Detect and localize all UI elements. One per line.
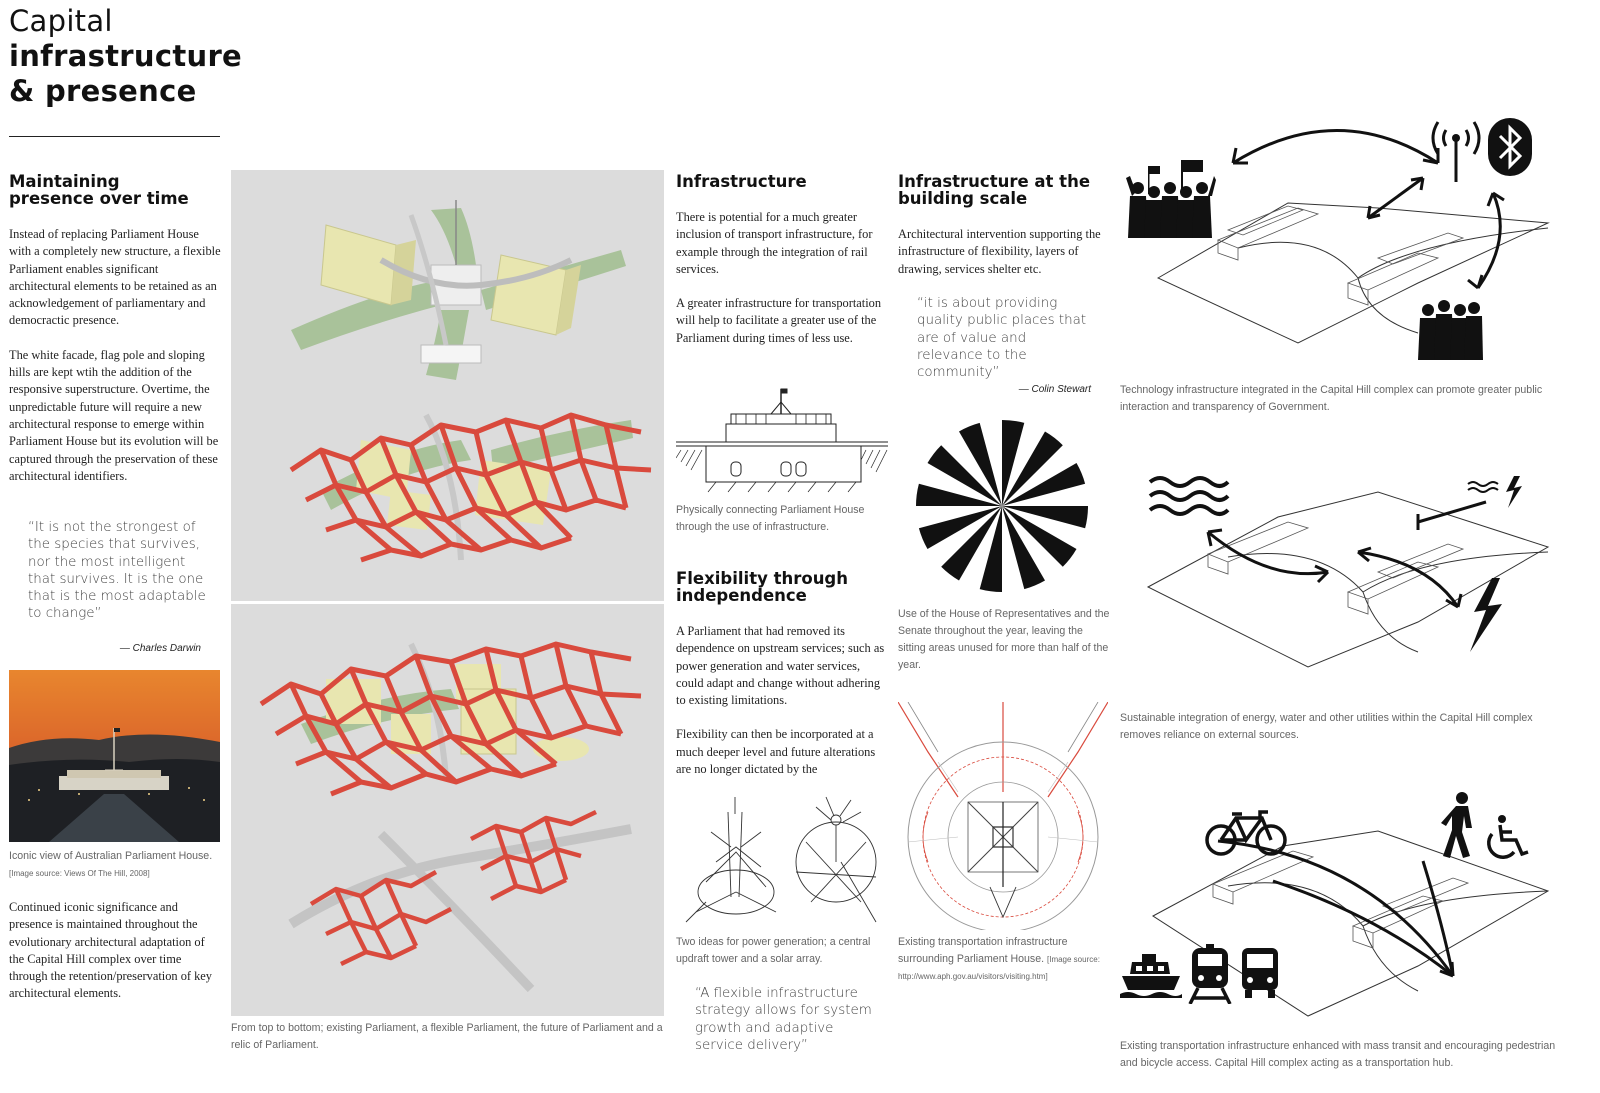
lightning-icon [1466,476,1524,510]
col3-heading2-wrap [676,570,886,604]
power-caption: Two ideas for power generation; a central updraft tower and a solar array. [676,936,871,965]
pedestrian-icon [1440,792,1480,858]
photo-caption [9,848,221,882]
col3-p1: There is potential for a much greater inclusion of transport infrastructure, for example through the integration of rail services. [676,210,873,276]
wireless-antenna-icon [1428,112,1484,182]
plan-caption-source-b: http://www.aph.gov.au/visitors/visiting.htm] [898,972,1048,981]
col1-heading: Maintaining presence over time [9,172,189,208]
train-icon [1188,944,1232,1004]
transport-plan-drawing [898,702,1108,930]
col1-heading-wrap [9,173,199,207]
col3-heading-wrap [676,173,876,190]
title-line-1: Capital [9,4,113,38]
col3-body [676,209,888,364]
radial-caption: Use of the House of Representatives and the Senate throughout the year, leaving the sitting areas unused for more than half of the year. [898,608,1110,671]
col1-p2: The white facade, flag pole and sloping hills are kept wtih the addition of the responsive superstructure. Overtime, the unpredictable future will require a new architectural response to emerge within Parliament House but its evolution will be captured through the preservation of these architectural identifiers. [9,347,219,483]
ferry-icon [1120,954,1182,998]
crowd-icon [1418,298,1483,360]
render-panel-top [231,170,664,601]
col4-quote-attrib: — Colin Stewart [1018,384,1091,395]
title-line-3: & presence [9,74,197,108]
parliament-sketch [676,384,888,494]
protest-crowd-icon [1126,158,1216,238]
transport-caption: Existing transportation infrastructure enhanced with mass transit and encouraging pedestrian and bicycle access. Capital Hill complex acting as a transportation hub. [1120,1040,1556,1069]
col3-p2: A greater infrastructure for transportation will help to facilitate a greater use of the Parliament during times of less use. [676,296,882,345]
future-parliament-render [261,644,641,794]
wheelchair-icon [1486,814,1532,860]
col4-heading-wrap [898,173,1098,207]
photo-caption-source: [Image source: Views Of The Hill, 2008] [9,869,150,878]
transport-diagram [1118,786,1556,1036]
bluetooth-icon [1488,118,1532,176]
utilities-diagram [1118,462,1556,702]
col1-quote: “It is not the strongest of the species that survives, nor the most intelligent that survives. It is the one that is the most adaptable to change” [28,520,206,622]
col1-quote-attrib: — Charles Darwin [119,643,201,654]
col3-heading2: Flexibility through independence [676,569,848,605]
col4-heading: Infrastructure at the building scale [898,172,1091,208]
existing-parliament-render [291,200,626,380]
render-panel-bottom [231,604,664,1016]
col3-p4: Flexibility can then be incorporated at a much deeper level and future alterations are no longer dictated by the [676,727,876,777]
photo-caption-text: Iconic view of Australian Parliament House. [9,850,213,862]
water-waves-icon [1148,474,1230,518]
page-title [9,4,242,109]
col4-quote: “it is about providing quality public places that are of value and relevance to the community” [917,296,1087,381]
sketch-caption: Physically connecting Parliament House through the use of infrastructure. [676,504,865,533]
title-line-2: infrastructure [9,39,243,73]
lightning-icon [1466,578,1504,652]
flexible-parliament-render [291,415,651,560]
col3-body2 [676,623,890,795]
col1-body [9,226,221,502]
relic-parliament-render [291,812,631,989]
plan-caption-source-a: [Image source: [1047,955,1100,964]
radial-use-diagram [912,416,1092,596]
plan-caption-text: Existing transportation infrastructure surrounding Parliament House. [898,936,1068,965]
col3-p3: A Parliament that had removed its dependence on upstream services; such as power generation and water services, could adapt and change without adhering to existing limitations. [676,624,885,708]
col3-heading: Infrastructure [676,172,807,191]
parliament-photo [9,670,220,842]
col1-p1: Instead of replacing Parliament House with a completely new structure, a flexible Parliament enables significant architectural elements to be retained as an acknowledgement of parliamentary and democractic presence. [9,227,221,328]
title-rule [9,136,220,137]
col4-p1: Architectural intervention supporting the infrastructure of flexibility, layers of drawing, services shelter etc. [898,227,1101,276]
power-generation-sketch [676,792,888,927]
bus-icon [1240,948,1280,998]
utilities-caption: Sustainable integration of energy, water and other utilities within the Capital Hill complex removes reliance on external sources. [1120,712,1533,741]
tech-caption: Technology infrastructure integrated in the Capital Hill complex can promote greater public interaction and transparency of Government. [1120,384,1543,413]
bicycle-icon [1204,810,1288,858]
plan-caption [898,934,1112,985]
col3-quote: “A flexible infrastructure strategy allows for system growth and adaptive service delivery” [695,986,872,1053]
renders-caption: From top to bottom; existing Parliament, a flexible Parliament, the future of Parliament and a relic of Parliament. [231,1022,663,1051]
col1-p3: Continued iconic significance and presence is maintained throughout the evolutionary architectural adaptation of the Capital Hill complex over time through the retention/preservation of key architectural elements. [9,900,213,1001]
technology-diagram [1118,108,1556,370]
